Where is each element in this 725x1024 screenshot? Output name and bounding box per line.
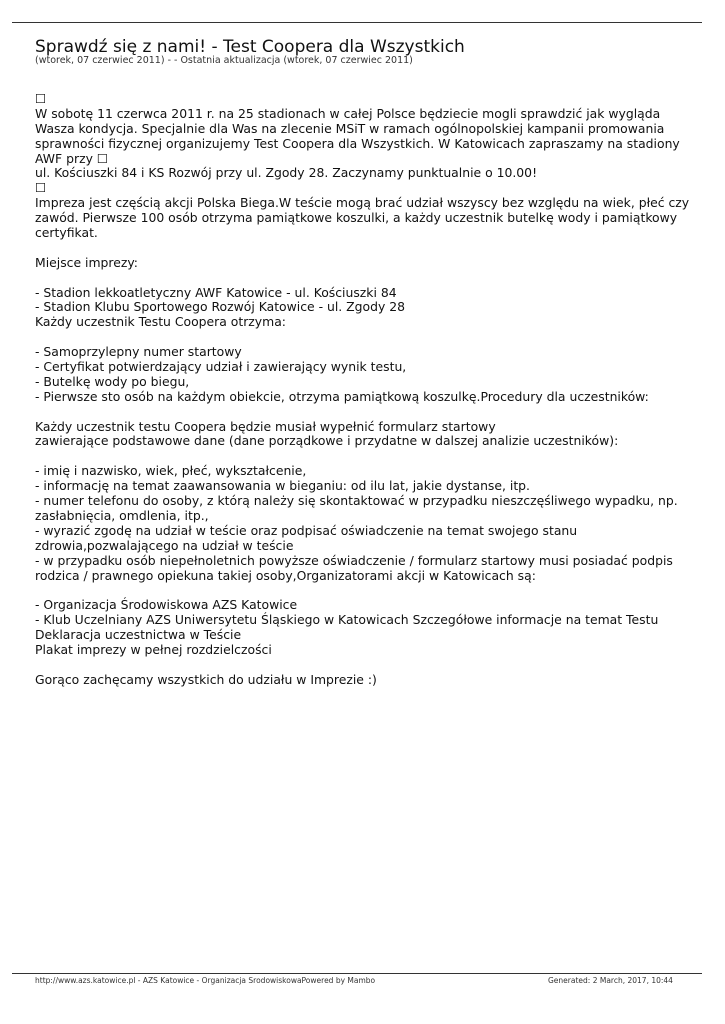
article-line: - informację na temat zaawansowania w bieganiu: od ilu lat, jakie dystanse, itp. bbox=[35, 478, 530, 494]
article-line: ☐ bbox=[35, 180, 47, 196]
article-line: zawierające podstawowe dane (dane porządkowe i przydatne w dalszej analizie uczestników): bbox=[35, 433, 619, 449]
article-line: - imię i nazwisko, wiek, płeć, wykształcenie, bbox=[35, 463, 307, 479]
article-line: Impreza jest częścią akcji Polska Biega.W teście mogą brać udział wszyscy bez względu na wiek, płeć czy bbox=[35, 195, 690, 211]
blank-line bbox=[35, 405, 685, 420]
blank-line bbox=[35, 449, 685, 464]
blank-line bbox=[35, 658, 685, 673]
blank-line bbox=[35, 583, 685, 598]
article-line: W sobotę 11 czerwca 2011 r. na 25 stadionach w całej Polsce będziecie mogli sprawdzić jak wygląda bbox=[35, 105, 661, 121]
article-line: - Klub Uczelniany AZS Uniwersytetu Śląskiego w Katowicach Szczegółowe informacje na temat Testu bbox=[35, 612, 659, 628]
article-line: - wyrazić zgodę na udział w teście oraz podpisać oświadczenie na temat swojego stanu bbox=[35, 522, 578, 538]
article-line: certyfikat. bbox=[35, 225, 98, 241]
article-line: - Stadion lekkoatletyczny AWF Katowice - ul. Kościuszki 84 bbox=[35, 284, 397, 300]
blank-line bbox=[35, 241, 685, 256]
article-line: zdrowia,pozwalającego na udział w teście bbox=[35, 537, 294, 553]
article-line: - Organizacja Środowiskowa AZS Katowice bbox=[35, 597, 298, 613]
article-meta: (wtorek, 07 czerwiec 2011) - - Ostatnia aktualizacja (wtorek, 07 czerwiec 2011) bbox=[35, 55, 413, 66]
article-line: rodzica / prawnego opiekuna takiej osoby,Organizatorami akcji w Katowicach są: bbox=[35, 567, 536, 583]
blank-line bbox=[35, 271, 685, 286]
blank-line bbox=[35, 330, 685, 345]
footer-divider bbox=[12, 973, 702, 974]
article-line: Deklaracja uczestnictwa w Teście bbox=[35, 627, 242, 643]
page-title: Sprawdź się z nami! - Test Coopera dla Wszystkich bbox=[35, 37, 465, 57]
article-line: zasłabnięcia, omdlenia, itp., bbox=[35, 507, 209, 523]
article-line: - Butelkę wody po biegu, bbox=[35, 373, 190, 389]
article-line: Miejsce imprezy: bbox=[35, 254, 138, 270]
article-line: - numer telefonu do osoby, z którą należy się skontaktować w przypadku nieszczęśliwego wypadku, np. bbox=[35, 493, 678, 509]
article-line: - Certyfikat potwierdzający udział i zawierający wynik testu, bbox=[35, 359, 407, 375]
article-line: sprawności fizycznej organizujemy Test Coopera dla Wszystkich. W Katowicach zapraszamy na stadiony bbox=[35, 135, 680, 151]
article-line: Plakat imprezy w pełnej rozdzielczości bbox=[35, 641, 272, 657]
article-line: Każdy uczestnik testu Coopera będzie musiał wypełnić formularz startowy bbox=[35, 418, 496, 434]
article-line: - w przypadku osób niepełnoletnich powyższe oświadczenie / formularz startowy musi posiadać podpis bbox=[35, 552, 673, 568]
article-line: Każdy uczestnik Testu Coopera otrzyma: bbox=[35, 314, 286, 330]
article-line: - Samoprzylepny numer startowy bbox=[35, 344, 242, 360]
top-divider bbox=[12, 22, 702, 23]
article-line: Gorąco zachęcamy wszystkich do udziału w Imprezie :) bbox=[35, 671, 377, 687]
article-body bbox=[35, 91, 690, 688]
footer-generated: Generated: 2 March, 2017, 10:44 bbox=[548, 976, 673, 985]
article-line: zawód. Pierwsze 100 osób otrzyma pamiątkowe koszulki, a każdy uczestnik butelkę wody i pamiątkowy bbox=[35, 210, 678, 226]
footer-source: http://www.azs.katowice.pl - AZS Katowice - Organizacja SrodowiskowaPowered by Mambo bbox=[35, 976, 376, 985]
article-line: ☐ bbox=[35, 91, 47, 106]
article-line: AWF przy ☐ bbox=[35, 150, 108, 166]
article-line: - Pierwsze sto osób na każdym obiekcie, otrzyma pamiątkową koszulkę.Procedury dla uczestników: bbox=[35, 388, 649, 404]
article-line: - Stadion Klubu Sportowego Rozwój Katowice - ul. Zgody 28 bbox=[35, 299, 406, 315]
article-line: Wasza kondycja. Specjalnie dla Was na zlecenie MSiT w ramach ogólnopolskiej kampanii promowania bbox=[35, 120, 665, 136]
article-line: ul. Kościuszki 84 i KS Rozwój przy ul. Zgody 28. Zaczynamy punktualnie o 10.00! bbox=[35, 165, 538, 181]
